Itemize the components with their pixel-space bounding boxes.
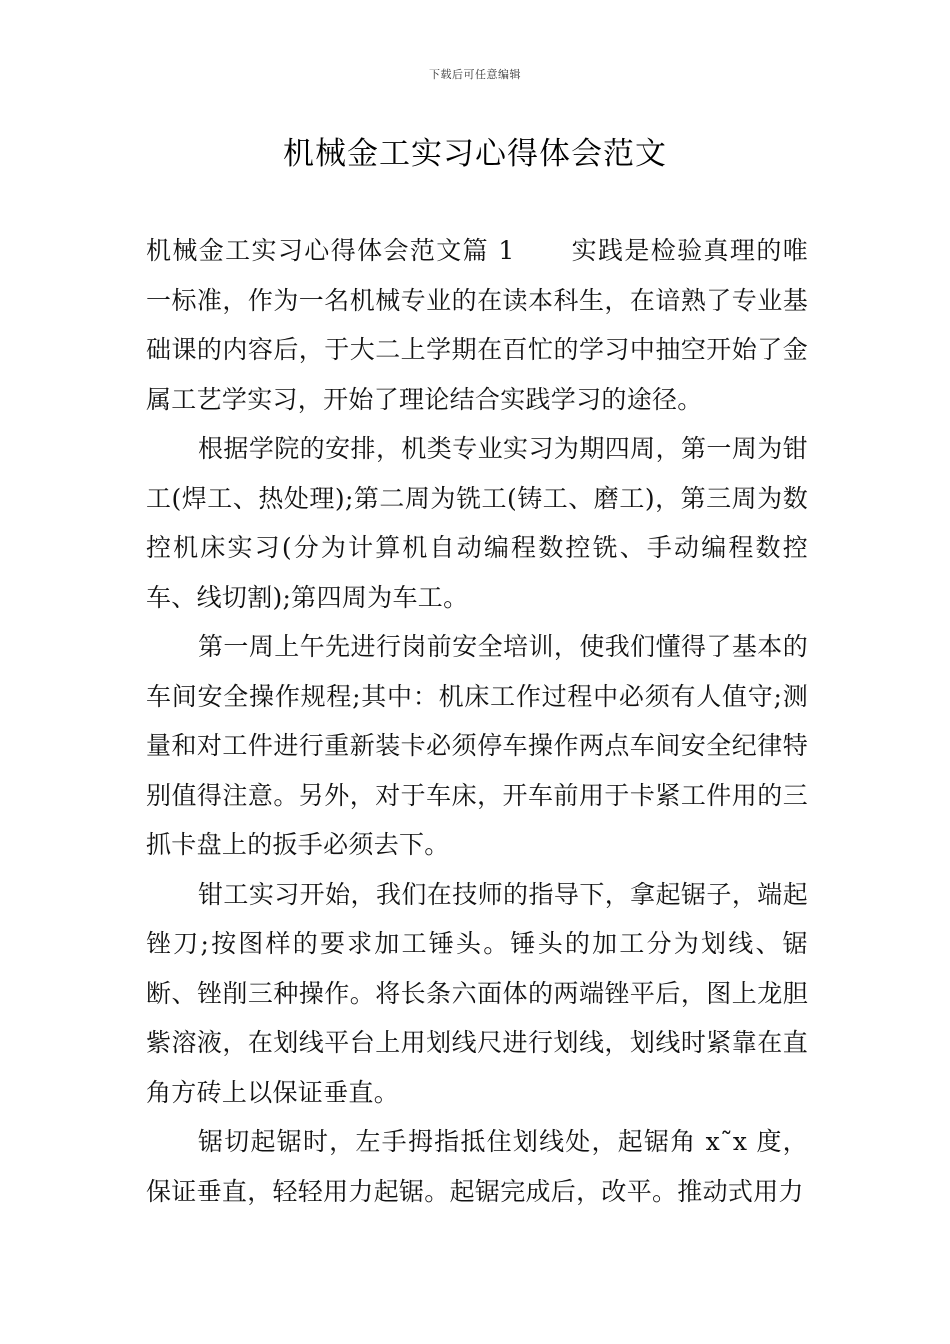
document-title: 机械金工实习心得体会范文 xyxy=(283,136,667,172)
paragraph-intro-text: 实践是检验真理的唯一标准，作为一名机械专业的在读本科生，在谙熟了专业基础课的内容后，于大二上学期在百忙的学习中抽空开始了金属工艺学实习，开始了理论结合实践学习的途径。 xyxy=(146,236,809,414)
paragraph: 锯切起锯时，左手拇指抵住划线处，起锯角 x˜x 度，保证垂直，轻轻用力起锯。起锯完成后，改平。推动式用力 xyxy=(146,1127,808,1206)
paragraph: 第一周上午先进行岗前安全培训，使我们懂得了基本的车间安全操作规程;其中：机床工作过程中必须有人值守;测量和对工件进行重新装卡必须停车操作两点车间安全纪律特别值得注意。另外，对于车床，开车前用于卡紧工件用的三抓卡盘上的扳手必须去下。 xyxy=(146,632,808,859)
document-body xyxy=(146,226,808,1216)
header-note: 下载后可任意编辑 xyxy=(429,68,521,81)
paragraph: 根据学院的安排，机类专业实习为期四周，第一周为钳工(焊工、热处理);第二周为铣工(铸工、磨工)，第三周为数控机床实习(分为计算机自动编程数控铣、手动编程数控车、线切割);第四周为车工。 xyxy=(146,434,808,612)
section-label: 机械金工实习心得体会范文篇 1 xyxy=(146,236,515,265)
paragraph-intro xyxy=(146,226,808,424)
paragraph: 钳工实习开始，我们在技师的指导下，拿起锯子，端起锉刀;按图样的要求加工锤头。锤头的加工分为划线、锯断、锉削三种操作。将长条六面体的两端锉平后，图上龙胆紫溶液，在划线平台上用划线尺进行划线，划线时紧靠在直角方砖上以保证垂直。 xyxy=(146,879,808,1107)
